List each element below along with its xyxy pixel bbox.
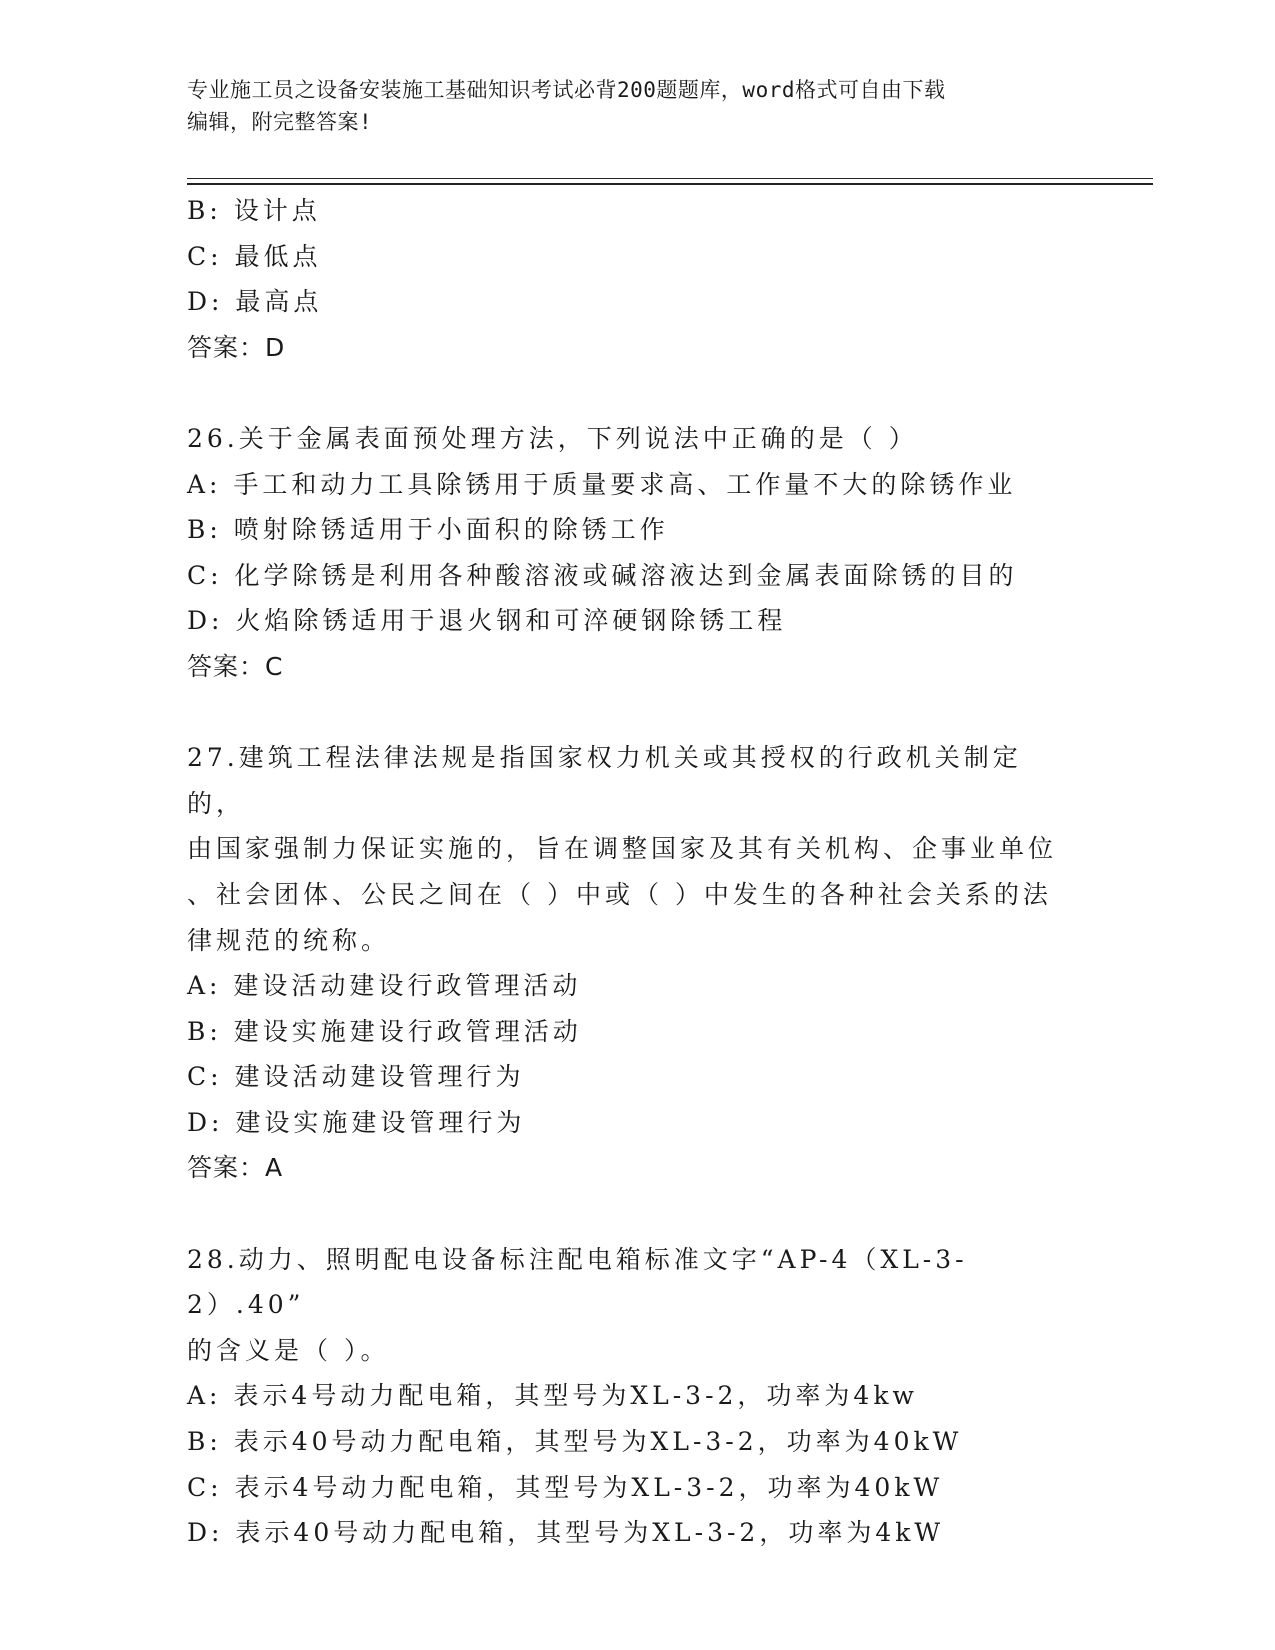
option-b: B: 喷射除锈适用于小面积的除锈工作 — [187, 515, 669, 545]
question-27 — [187, 735, 1067, 1191]
option-d: D: 最高点 — [187, 287, 323, 317]
question-28 — [187, 1237, 1067, 1556]
question-stem: 26.关于金属表面预处理方法，下列说法中正确的是（ ） — [187, 423, 918, 453]
question-stem-line: 由国家强制力保证实施的，旨在调整国家及其有关机构、企事业单位 — [187, 834, 1058, 864]
spacer — [187, 1191, 1067, 1237]
option-c: C: 化学除锈是利用各种酸溶液或碱溶液达到金属表面除锈的目的 — [187, 560, 1018, 590]
option-a: A: 手工和动力工具除锈用于质量要求高、工作量不大的除锈作业 — [187, 469, 1017, 499]
option-d: D: 火焰除锈适用于退火钢和可淬硬钢除锈工程 — [187, 606, 787, 636]
header-divider-thin — [187, 178, 1153, 179]
page-header — [187, 74, 1067, 138]
option-a: A: 表示4号动力配电箱，其型号为XL-3-2，功率为4kw — [187, 1381, 918, 1411]
option-b: B: 表示40号动力配电箱，其型号为XL-3-2，功率为40kW — [187, 1427, 963, 1457]
option-d: D: 表示40号动力配电箱，其型号为XL-3-2，功率为4kW — [187, 1518, 945, 1548]
question-stem-line: 、社会团体、公民之间在（ ）中或（ ）中发生的各种社会关系的法 — [187, 879, 1052, 909]
answer-label: 答案：D — [187, 332, 286, 362]
header-title-line-2: 编辑，附完整答案! — [187, 110, 373, 134]
question-26 — [187, 416, 1067, 690]
header-title-line-1: 专业施工员之设备安装施工基础知识考试必背200题题库，word格式可自由下载 — [187, 78, 946, 102]
answer-label: 答案：A — [187, 1153, 284, 1183]
option-b: B: 建设实施建设行政管理活动 — [187, 1016, 582, 1046]
header-divider-thick — [187, 183, 1153, 185]
question-stem-line: 27.建筑工程法律法规是指国家权力机关或其授权的行政机关制定的， — [187, 743, 1022, 818]
spacer — [187, 690, 1067, 736]
question-stem-line: 28.动力、照明配电设备标注配电箱标准文字“AP-4（XL-3-2）.40” — [187, 1244, 968, 1320]
option-c: C: 建设活动建设管理行为 — [187, 1062, 525, 1092]
option-d: D: 建设实施建设管理行为 — [187, 1107, 526, 1137]
option-a: A: 建设活动建设行政管理活动 — [187, 971, 582, 1001]
question-stem-line: 的含义是（ ）。 — [187, 1335, 390, 1365]
spacer — [187, 370, 1067, 416]
option-b: B: 设计点 — [187, 196, 321, 225]
question-stem-line: 律规范的统称。 — [187, 925, 391, 955]
option-c: C: 最低点 — [187, 241, 322, 271]
question-content — [187, 188, 1067, 1556]
question-25-continued — [187, 188, 1067, 370]
option-c: C: 表示4号动力配电箱，其型号为XL-3-2，功率为40kW — [187, 1472, 944, 1502]
answer-label: 答案：C — [187, 651, 284, 681]
